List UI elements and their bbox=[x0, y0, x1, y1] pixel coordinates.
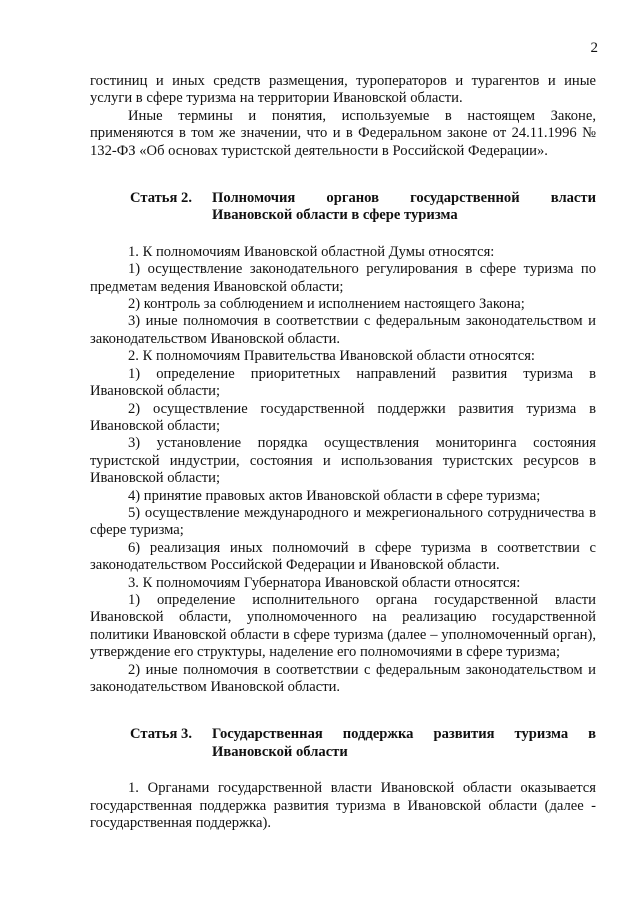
article-3-paragraph: 1. Органами государственной власти Ивановской области оказывается государственная поддержка развития туризма в Ивановской области (далее - государственная поддержка). bbox=[90, 780, 596, 832]
article-2-paragraph: 1) определение исполнительного органа государственной власти Ивановской области, уполномоченного на реализацию государственной политики Ивановской области в сфере туризма (далее – уполномоченный орган), утверждение его структуры, наделение его полномочиями в сфере туризма; bbox=[90, 591, 596, 661]
article-2-paragraph: 2. К полномочиям Правительства Ивановской области относятся: bbox=[128, 348, 535, 365]
article-2-heading bbox=[130, 190, 596, 225]
article-2-paragraph: 1) осуществление законодательного регулирования в сфере туризма по предметам ведения Ивановской области; bbox=[90, 261, 596, 295]
article-3-title: Государственная поддержка развития туризма в Ивановской области bbox=[212, 726, 596, 760]
article-2-paragraph: 3) установление порядка осуществления мониторинга состояния туристской индустрии, состояния и использования туристских ресурсов в Ивановской области; bbox=[90, 435, 596, 487]
article-2-title: Полномочия органов государственной власти Ивановской области в сфере туризма bbox=[212, 190, 596, 224]
article-2-paragraph: 4) принятие правовых актов Ивановской области в сфере туризма; bbox=[128, 487, 541, 504]
document-body bbox=[90, 73, 596, 832]
article-2-paragraph: 2) контроль за соблюдением и исполнением настоящего Закона; bbox=[128, 296, 525, 313]
article-2-paragraph: 2) иные полномочия в соответствии с федеральным законодательством и законодательством Ивановской области. bbox=[90, 661, 596, 695]
intro-paragraph-2: Иные термины и понятия, используемые в настоящем Законе, применяются в том же значении, что и в Федеральном законе от 24.11.1996 № 132-ФЗ «Об основах туристской деятельности в Российской Федерации». bbox=[90, 107, 596, 159]
page-number: 2 bbox=[590, 40, 598, 56]
article-2-paragraph: 1. К полномочиям Ивановской областной Думы относятся: bbox=[128, 243, 495, 260]
intro-paragraph-1: гостиниц и иных средств размещения, туроператоров и турагентов и иные услуги в сфере туризма на территории Ивановской области. bbox=[90, 73, 596, 107]
article-2-label: Статья 2. bbox=[130, 190, 192, 207]
article-2-paragraph: 5) осуществление международного и межрегионального сотрудничества в сфере туризма; bbox=[90, 504, 596, 539]
article-3-heading bbox=[130, 726, 596, 761]
article-2-paragraph: 1) определение приоритетных направлений развития туризма в Ивановской области; bbox=[90, 365, 596, 400]
article-2-paragraph: 3) иные полномочия в соответствии с федеральным законодательством и законодательством Ивановской области. bbox=[90, 313, 596, 347]
article-2-paragraph: 2) осуществление государственной поддержки развития туризма в Ивановской области; bbox=[90, 400, 596, 434]
article-2-paragraph: 6) реализация иных полномочий в сфере туризма в соответствии с законодательством Российской Федерации и Ивановской области. bbox=[90, 539, 596, 574]
article-3-label: Статья 3. bbox=[130, 726, 192, 743]
article-2-paragraph: 3. К полномочиям Губернатора Ивановской области относятся: bbox=[128, 574, 521, 591]
